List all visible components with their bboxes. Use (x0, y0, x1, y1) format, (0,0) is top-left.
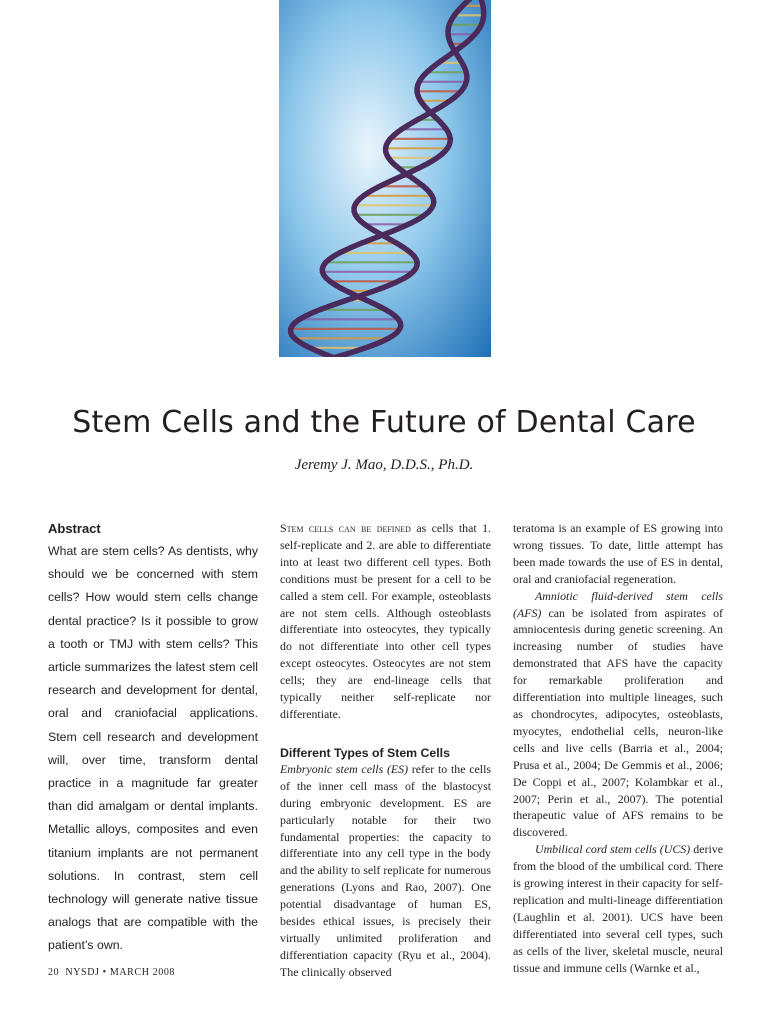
es-term: Embryonic stem cells (ES) (280, 761, 409, 776)
journal-name: NYSDJ (65, 967, 100, 978)
ucs-text: derive from the blood of the umbilical cord. There is growing interest in their capacity for self-replication and multi-lineage differentiation (Laughlin et al. 2001). UCS have been differentiated into several cell types, such as cells of the liver, skeletal muscle, neural tissue and immune cells (Warnke et al., (513, 842, 723, 975)
dna-helix-graphic (279, 0, 491, 357)
footer-separator: • (102, 967, 107, 978)
afs-term: Amniotic fluid-derived stem cells (AFS) (513, 588, 723, 620)
article-author: Jeremy J. Mao, D.D.S., Ph.D. (294, 457, 474, 473)
afs-text: can be isolated from aspirates of amniocentesis during genetic screening. An increasing number of studies have demonstrated that AFS have the capacity for remarkable proliferation and differentiation into multiple lineages, such as chondrocytes, adipocytes, osteoblasts, myocytes, endothelial cells, neuron-like cells and live cells (Barria et al., 2004; Prusa et al., 2004; De Gemmis et al., 2006; De Coppi et al., 2007; Kolambkar et al., 2007; Perin et al., 2007). The potential therapeutic value of AFS remains to be discovered. (513, 605, 723, 840)
ucs-paragraph (513, 841, 723, 976)
es-paragraph (280, 761, 491, 981)
body-column-3 (513, 520, 723, 976)
dna-helix-image (279, 0, 491, 357)
abstract-column (48, 519, 258, 958)
body-column-2 (280, 520, 491, 981)
abstract-heading: Abstract (48, 521, 101, 536)
es-text: refer to the cells of the inner cell mass of the blastocyst during embryonic development. ES are particularly notable for their two fundamental properties: the capacity to differentiate into any cell type in the body and the ability to self replicate for numerous generations (Lyons and Rao, 2007). One potential disadvantage of human ES, besides ethical issues, is precisely their virtually unlimited proliferation and differentiation capacity (Ryu et al., 2004). The clinically observed (280, 761, 491, 979)
abstract-text: What are stem cells? As dentists, why should we be concerned with stem cells? How would stem cells change dental practice? Is it possible to grow a tooth or TMJ with stem cells? This article summarizes the latest stem cell research and development for dental, oral and craniofacial applications. Stem cell research and development will, over time, transform dental practice in a magnitude far greater than did amalgam or dental implants. Metallic alloys, composites and even titanium implants are not permanent solutions. In contrast, stem cell technology will generate native tissue analogs that are compatible with the patient’s own. (48, 544, 258, 953)
page-footer (48, 967, 175, 978)
es-continuation: teratoma is an example of ES growing into wrong tissues. To date, little attempt has been made towards the use of ES in dental, oral and craniofacial regeneration. (513, 521, 723, 586)
ucs-term: Umbilical cord stem cells (UCS) (535, 842, 691, 857)
page-number: 20 (48, 967, 60, 978)
intro-text: as cells that 1. self-replicate and 2. are able to differentiate into at least two different cell types. Both conditions must be present for a cell to be called a stem cell. For example, osteoblasts are not stem cells. Although osteoblasts differentiate into osteocytes, they typically do not differentiate into other cell types except osteocytes. Osteocytes are not stem cells; they are end-lineage cells that typically neither self-replicate nor differentiate. (280, 521, 491, 721)
intro-paragraph (280, 520, 491, 723)
afs-paragraph (513, 588, 723, 842)
section-heading-stem-cell-types: Different Types of Stem Cells (280, 745, 450, 760)
article-title: Stem Cells and the Future of Dental Care (72, 405, 696, 440)
issue-date: MARCH 2008 (109, 967, 176, 978)
intro-lead-in: Stem cells can be defined (280, 521, 411, 535)
